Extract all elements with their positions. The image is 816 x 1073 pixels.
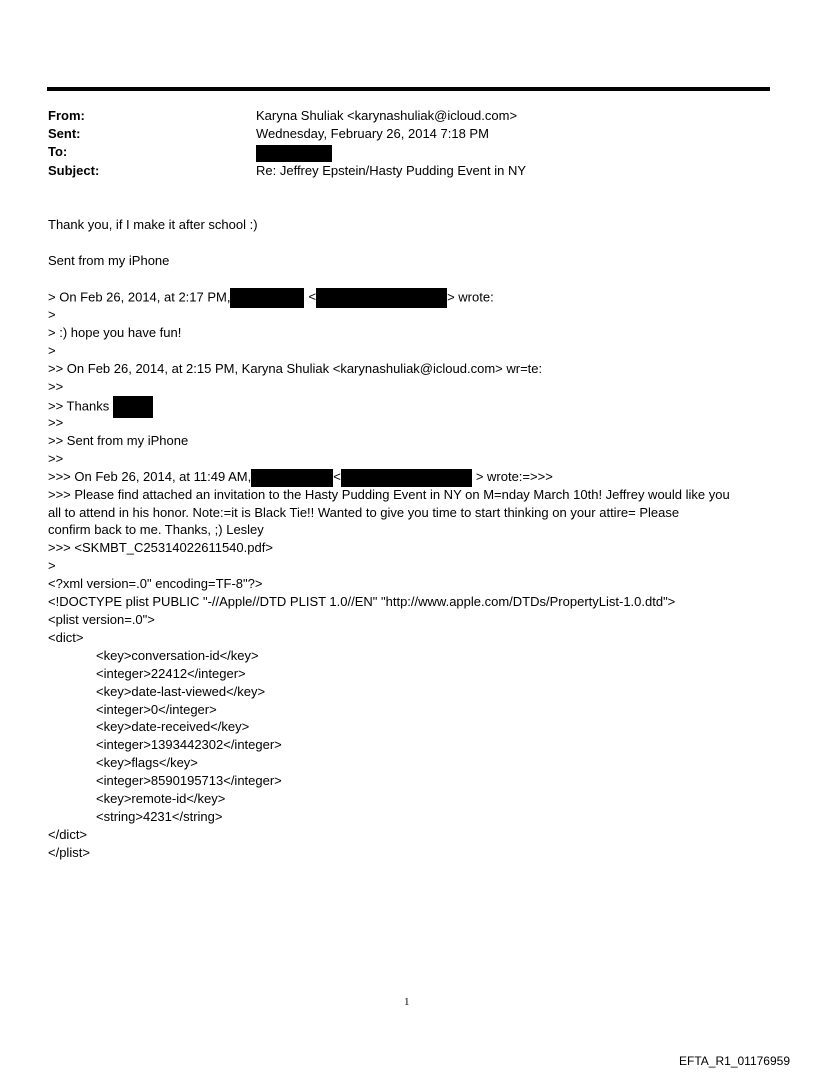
subject-label: Subject: [48,163,100,178]
xml-line: <dict> [48,630,84,645]
xml-line: <integer>22412</integer> [96,666,246,681]
body-line: > [48,558,56,573]
body-line: >>> Please find attached an invitation to the Hasty Pudding Event in NY on M=nday March 10th! Jeffrey would like you [48,487,730,502]
redaction-block [341,469,472,487]
xml-line: <string>4231</string> [96,809,223,824]
redaction-block [256,145,332,162]
quote-header-text: >>> On Feb 26, 2014, at 11:49 AM, [48,469,252,484]
xml-line: <!DOCTYPE plist PUBLIC "-//Apple//DTD PLIST 1.0//EN" "http://www.apple.com/DTDs/PropertyList-1.0.dtd"> [48,594,676,609]
xml-line: <key>date-received</key> [96,719,250,734]
quote-header-line [48,468,553,487]
body-line: >> [48,451,64,466]
sent-label: Sent: [48,126,81,141]
quote-header-suffix: > wrote: [447,289,494,305]
from-value: Karyna Shuliak <karynashuliak@icloud.com> [256,108,518,123]
xml-line: </dict> [48,827,88,842]
body-line: >> On Feb 26, 2014, at 2:15 PM, Karyna Shuliak <karynashuliak@icloud.com> wr=te: [48,361,543,376]
sent-value: Wednesday, February 26, 2014 7:18 PM [256,126,489,141]
xml-line: <plist version=.0"> [48,612,155,627]
to-label: To: [48,144,68,159]
quote-header-suffix: > wrote:=>>> [475,469,553,484]
body-line: all to attend in his honor. Note:=it is Black Tie!! Wanted to give you time to start thinking on your attire= Please [48,505,680,520]
redaction-block [113,396,153,418]
body-line: Sent from my iPhone [48,253,170,268]
body-line: > [48,343,56,358]
xml-line: <?xml version=.0" encoding=TF-8"?> [48,576,263,591]
from-label: From: [48,108,85,123]
xml-line: <key>flags</key> [96,755,198,770]
body-line: >> Sent from my iPhone [48,433,189,448]
body-line: > [48,307,56,322]
xml-line: </plist> [48,845,90,860]
quote-header-text: > On Feb 26, 2014, at 2:17 PM, [48,289,231,305]
xml-line: <integer>8590195713</integer> [96,773,282,788]
bates-stamp: EFTA_R1_01176959 [679,1054,790,1068]
body-line: > :) hope you have fun! [48,325,182,340]
xml-line: <key>date-last-viewed</key> [96,684,266,699]
xml-line: <integer>0</integer> [96,702,217,717]
xml-line: <integer>1393442302</integer> [96,737,282,752]
body-line: Thank you, if I make it after school :) [48,217,258,232]
subject-value: Re: Jeffrey Epstein/Hasty Pudding Event in NY [256,163,527,178]
header-rule [47,87,770,91]
quote-header-bracket: < [333,469,341,484]
redaction-block [316,288,447,308]
quote-header-line [48,288,494,308]
body-line: confirm back to me. Thanks, ;) Lesley [48,522,264,537]
quote-header-bracket: < [308,289,317,305]
xml-line: <key>remote-id</key> [96,791,226,806]
thanks-text: >> Thanks [48,398,110,414]
body-line: >> [48,415,64,430]
page-number: 1 [404,996,410,1008]
attachment-line: >>> <SKMBT_C25314022611540.pdf> [48,540,273,555]
redaction-block [230,288,304,308]
thanks-line [48,396,153,418]
xml-line: <key>conversation-id</key> [96,648,259,663]
body-line: >> [48,379,64,394]
redaction-block [251,469,333,487]
